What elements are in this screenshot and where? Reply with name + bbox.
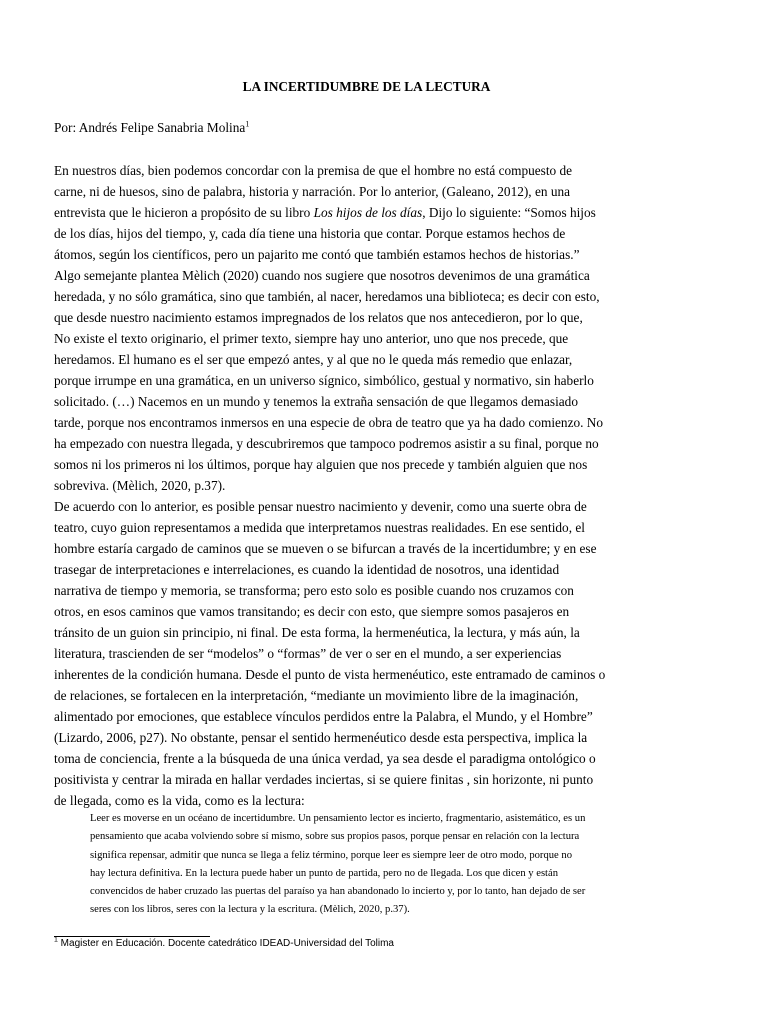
body-line — [54, 202, 694, 223]
body-line: teatro, cuyo guion representamos a medida que interpretamos nuestras realidades. En ese sentido, el — [54, 520, 585, 535]
footnote-separator — [54, 936, 210, 937]
quote-line: significa repensar, admitir que nunca se llega a feliz término, porque leer es siempre leer de otro modo, porque no — [90, 849, 572, 861]
body-line: literatura, trascienden de ser “modelos” o “formas” de ver o ser en el mundo, a ser experiencias — [54, 646, 562, 661]
document-title: LA INCERTIDUMBRE DE LA LECTURA — [242, 79, 491, 94]
quote-line: hay lectura definitiva. En la lectura puede haber un punto de partida, pero no de llegada. Los que dicen y están — [90, 867, 559, 879]
body-line: trasegar de interpretaciones e interrelaciones, es cuando la identidad de nosotros, una identidad — [54, 562, 560, 577]
body-line: inherentes de la condición humana. Desde el punto de vista hermenéutico, este entramado de caminos o — [54, 667, 606, 682]
body-line: ha empezado con nuestra llegada, y descubriremos que tampoco podremos asistir a su final, porque no — [54, 436, 599, 451]
body-line: heredamos. El humano es el ser que empezó antes, y al que no le queda más remedio que enlazar, — [54, 352, 573, 367]
body-line: solicitado. (…) Nacemos en un mundo y tenemos la extraña sensación de que llegamos demasiado — [54, 394, 578, 409]
quote-line: convencidos de haber cruzado las puertas del paraíso ya han abandonado lo incierto y, por lo tanto, han dejado de ser — [90, 886, 586, 898]
body-line: narrativa de tiempo y memoria, se transforma; pero esto solo es posible cuando nos cruzamos con — [54, 583, 574, 598]
footnote-number: 1 — [54, 936, 58, 944]
body-line: de los días, hijos del tiempo, y, cada día tiene una historia que contar. Porque estamos hechos de — [54, 226, 566, 241]
book-title: Los hijos de los días — [313, 205, 423, 220]
body-line: (Lizardo, 2006, p27). No obstante, pensar el sentido hermenéutico desde esta perspectiva, implica la — [54, 730, 588, 745]
body-line: positivista y centrar la mirada en hallar verdades inciertas, si se quiere finitas , sin horizonte, ni punto — [54, 772, 594, 787]
body-line: De acuerdo con lo anterior, es posible pensar nuestro nacimiento y devenir, como una suerte obra de — [54, 499, 587, 514]
author-name: Por: Andrés Felipe Sanabria Molina — [54, 120, 246, 135]
body-line: somos ni los primeros ni los últimos, porque hay alguien que nos precede y también alguien que nos — [54, 457, 588, 472]
body-line: toma de conciencia, frente a la búsqueda de una única verdad, ya sea desde el paradigma ontológico o — [54, 751, 596, 766]
body-line: No existe el texto originario, el primer texto, siempre hay uno anterior, uno que nos precede, que — [54, 331, 569, 346]
body-line: hombre estaría cargado de caminos que se mueven o se bifurcan a través de la incertidumbre; y en ese — [54, 541, 597, 556]
body-line: carne, ni de huesos, sino de palabra, historia y narración. Por lo anterior, (Galeano, 2012), en una — [54, 184, 571, 199]
body-line: tarde, porque nos encontramos inmersos en una especie de obra de teatro que ya ha dado comienzo. No — [54, 415, 604, 430]
body-line: otros, en esos caminos que vamos transitando; es decir con esto, que siempre somos pasajeros en — [54, 604, 570, 619]
body-line: de relaciones, se fortalecen en la interpretación, “mediante un movimiento libre de la imaginación, — [54, 688, 579, 703]
quote-line: pensamiento que acaba volviendo sobre sí mismo, sobre sus propios pasos, porque pensar en relación con la lectura — [90, 831, 580, 843]
body-line: Algo semejante plantea Mèlich (2020) cuando nos sugiere que nosotros devenimos de una gramática — [54, 268, 590, 283]
body-line: alimentado por emociones, que establece vínculos perdidos entre la Palabra, el Mundo, y el Hombre” — [54, 709, 593, 724]
body-line: En nuestros días, bien podemos concordar con la premisa de que el hombre no está compuesto de — [54, 163, 573, 178]
footnote-text: Magister en Educación. Docente catedrático IDEAD-Universidad del Tolima — [57, 938, 394, 949]
footnote — [54, 938, 394, 949]
body-line: tránsito de un guion sin principio, ni final. De esta forma, la hermenéutica, la lectura, y más aún, la — [54, 625, 580, 640]
block-quote — [90, 810, 690, 920]
body-line-segment: entrevista que le hicieron a propósito de su libro — [54, 205, 314, 220]
body-line-segment: , Dijo lo siguiente: “Somos hijos — [422, 205, 596, 220]
body-line: sobreviva. (Mèlich, 2020, p.37). — [54, 478, 226, 493]
body-line: de llegada, como es la vida, como es la lectura: — [54, 793, 305, 808]
footnote-reference: 1 — [245, 119, 250, 129]
quote-line: Leer es moverse en un océano de incertidumbre. Un pensamiento lector es incierto, fragmentario, asistemático, es un — [90, 813, 586, 824]
body-line: átomos, según los científicos, pero un pajarito me contó que también estamos hechos de historias.” — [54, 247, 580, 262]
body-line: porque irrumpe en una gramática, en un universo sígnico, simbólico, gestual y normativo, sin haberlo — [54, 373, 594, 388]
body-text — [54, 160, 694, 811]
author-byline — [54, 120, 249, 136]
quote-line: seres con los libros, seres con la lectura y la escritura. (Mèlich, 2020, p.37). — [90, 904, 410, 916]
body-line: heredada, y no sólo gramática, sino que también, al nacer, heredamos una biblioteca; es decir con esto, — [54, 289, 600, 304]
body-line: que desde nuestro nacimiento estamos impregnados de los relatos que nos antecedieron, por lo que, — [54, 310, 583, 325]
